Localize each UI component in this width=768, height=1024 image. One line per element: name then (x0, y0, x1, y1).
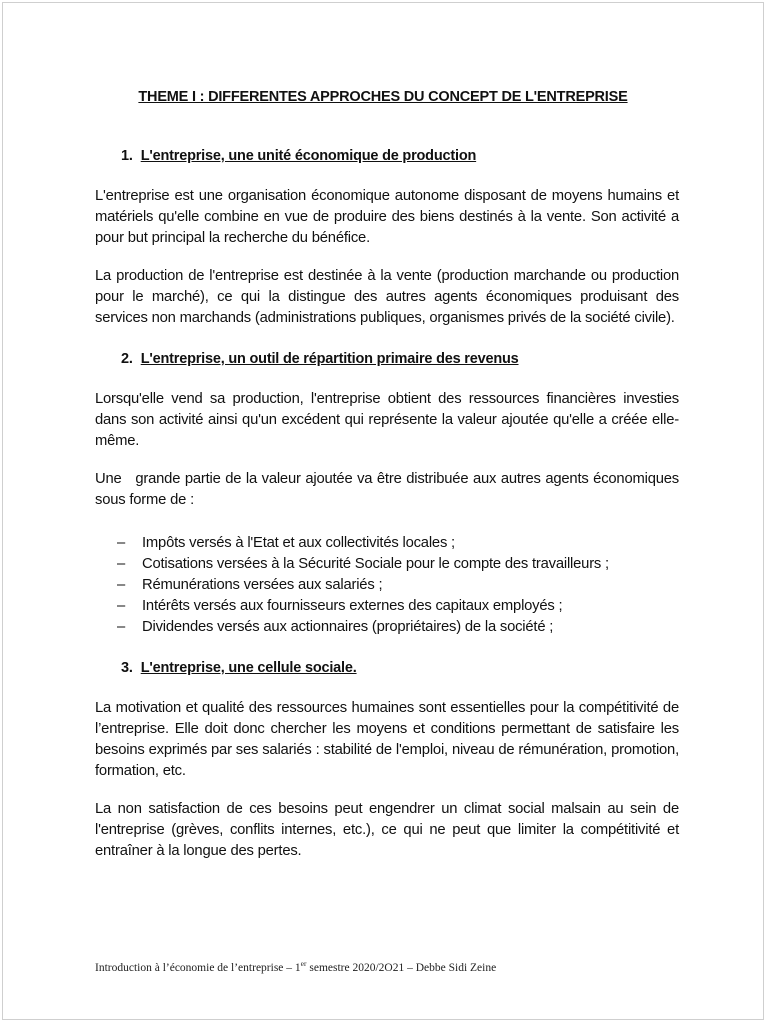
paragraph: Une grande partie de la valeur ajoutée va être distribuée aux autres agents économiques sous forme de : (95, 471, 683, 508)
section-title: L'entreprise, un outil de répartition primaire des revenus (140, 351, 519, 367)
section-number: 2. (121, 351, 133, 367)
bullet-marker: – (117, 577, 126, 593)
bullet-marker: – (117, 598, 126, 614)
bullet-marker: – (117, 535, 126, 551)
bullet-list (95, 533, 679, 638)
document-body (95, 148, 683, 862)
section-1-heading (121, 148, 679, 164)
list-item (95, 554, 679, 575)
section-title: L'entreprise, une unité économique de production (140, 148, 477, 164)
document-title: THEME I : DIFFERENTES APPROCHES DU CONCEPT DE L'ENTREPRISE (138, 89, 628, 105)
paragraph: L'entreprise est une organisation économique autonome disposant de moyens humains et matériels qu'elle combine en vue de produire des biens destinés à la vente. Son activité a pour but principal la recherche du bénéfice. (95, 188, 679, 246)
section-2-heading (121, 351, 679, 367)
section-title: L'entreprise, une cellule sociale. (140, 660, 357, 676)
paragraph: Lorsqu'elle vend sa production, l'entreprise obtient des ressources financières investies dans son activité ainsi qu'un excédent qui représente la valeur ajoutée qu'elle a créée elle-même. (95, 391, 679, 449)
footer-prefix: Introduction à l’économie de l’entreprise – 1 (95, 961, 301, 974)
list-item-text: Dividendes versés aux actionnaires (propriétaires) de la société ; (142, 619, 554, 635)
paragraph: La production de l'entreprise est destinée à la vente (production marchande ou production pour le marché), ce qui la distingue des autres agents économiques produisant des services non marchands (administrations publiques, organismes privés de la société civile). (95, 268, 679, 326)
paragraph: La non satisfaction de ces besoins peut engendrer un climat social malsain au sein de l'entreprise (grèves, conflits internes, etc.), ce qui ne peut que limiter la compétitivité et entraîner à la longue des pertes. (95, 801, 679, 859)
list-item-text: Cotisations versées à la Sécurité Sociale pour le compte des travailleurs ; (142, 556, 609, 572)
section-3-heading (121, 660, 679, 676)
list-item-text: Intérêts versés aux fournisseurs externes des capitaux employés ; (142, 598, 563, 614)
footer-superscript: er (300, 959, 307, 968)
list-item (95, 596, 679, 617)
list-item-text: Impôts versés à l'Etat et aux collectivités locales ; (142, 535, 455, 551)
section-number: 1. (121, 148, 133, 164)
bullet-marker: – (117, 619, 126, 635)
bullet-marker: – (117, 556, 126, 572)
list-item-text: Rémunérations versées aux salariés ; (142, 577, 383, 593)
section-number: 3. (121, 660, 133, 676)
paragraph: La motivation et qualité des ressources humaines sont essentielles pour la compétitivité de l’entreprise. Elle doit donc chercher les moyens et conditions permettant de satisfaire les besoins exprimés par ses salariés : stabilité de l'emploi, niveau de rémunération, promotion, formation, etc. (95, 700, 679, 779)
footer-suffix: semestre 2020/2O21 – Debbe Sidi Zeine (306, 961, 497, 974)
list-item (95, 575, 679, 596)
list-item (95, 533, 679, 554)
document-page (2, 2, 764, 1020)
list-item (95, 617, 679, 638)
page-footer (95, 959, 496, 974)
